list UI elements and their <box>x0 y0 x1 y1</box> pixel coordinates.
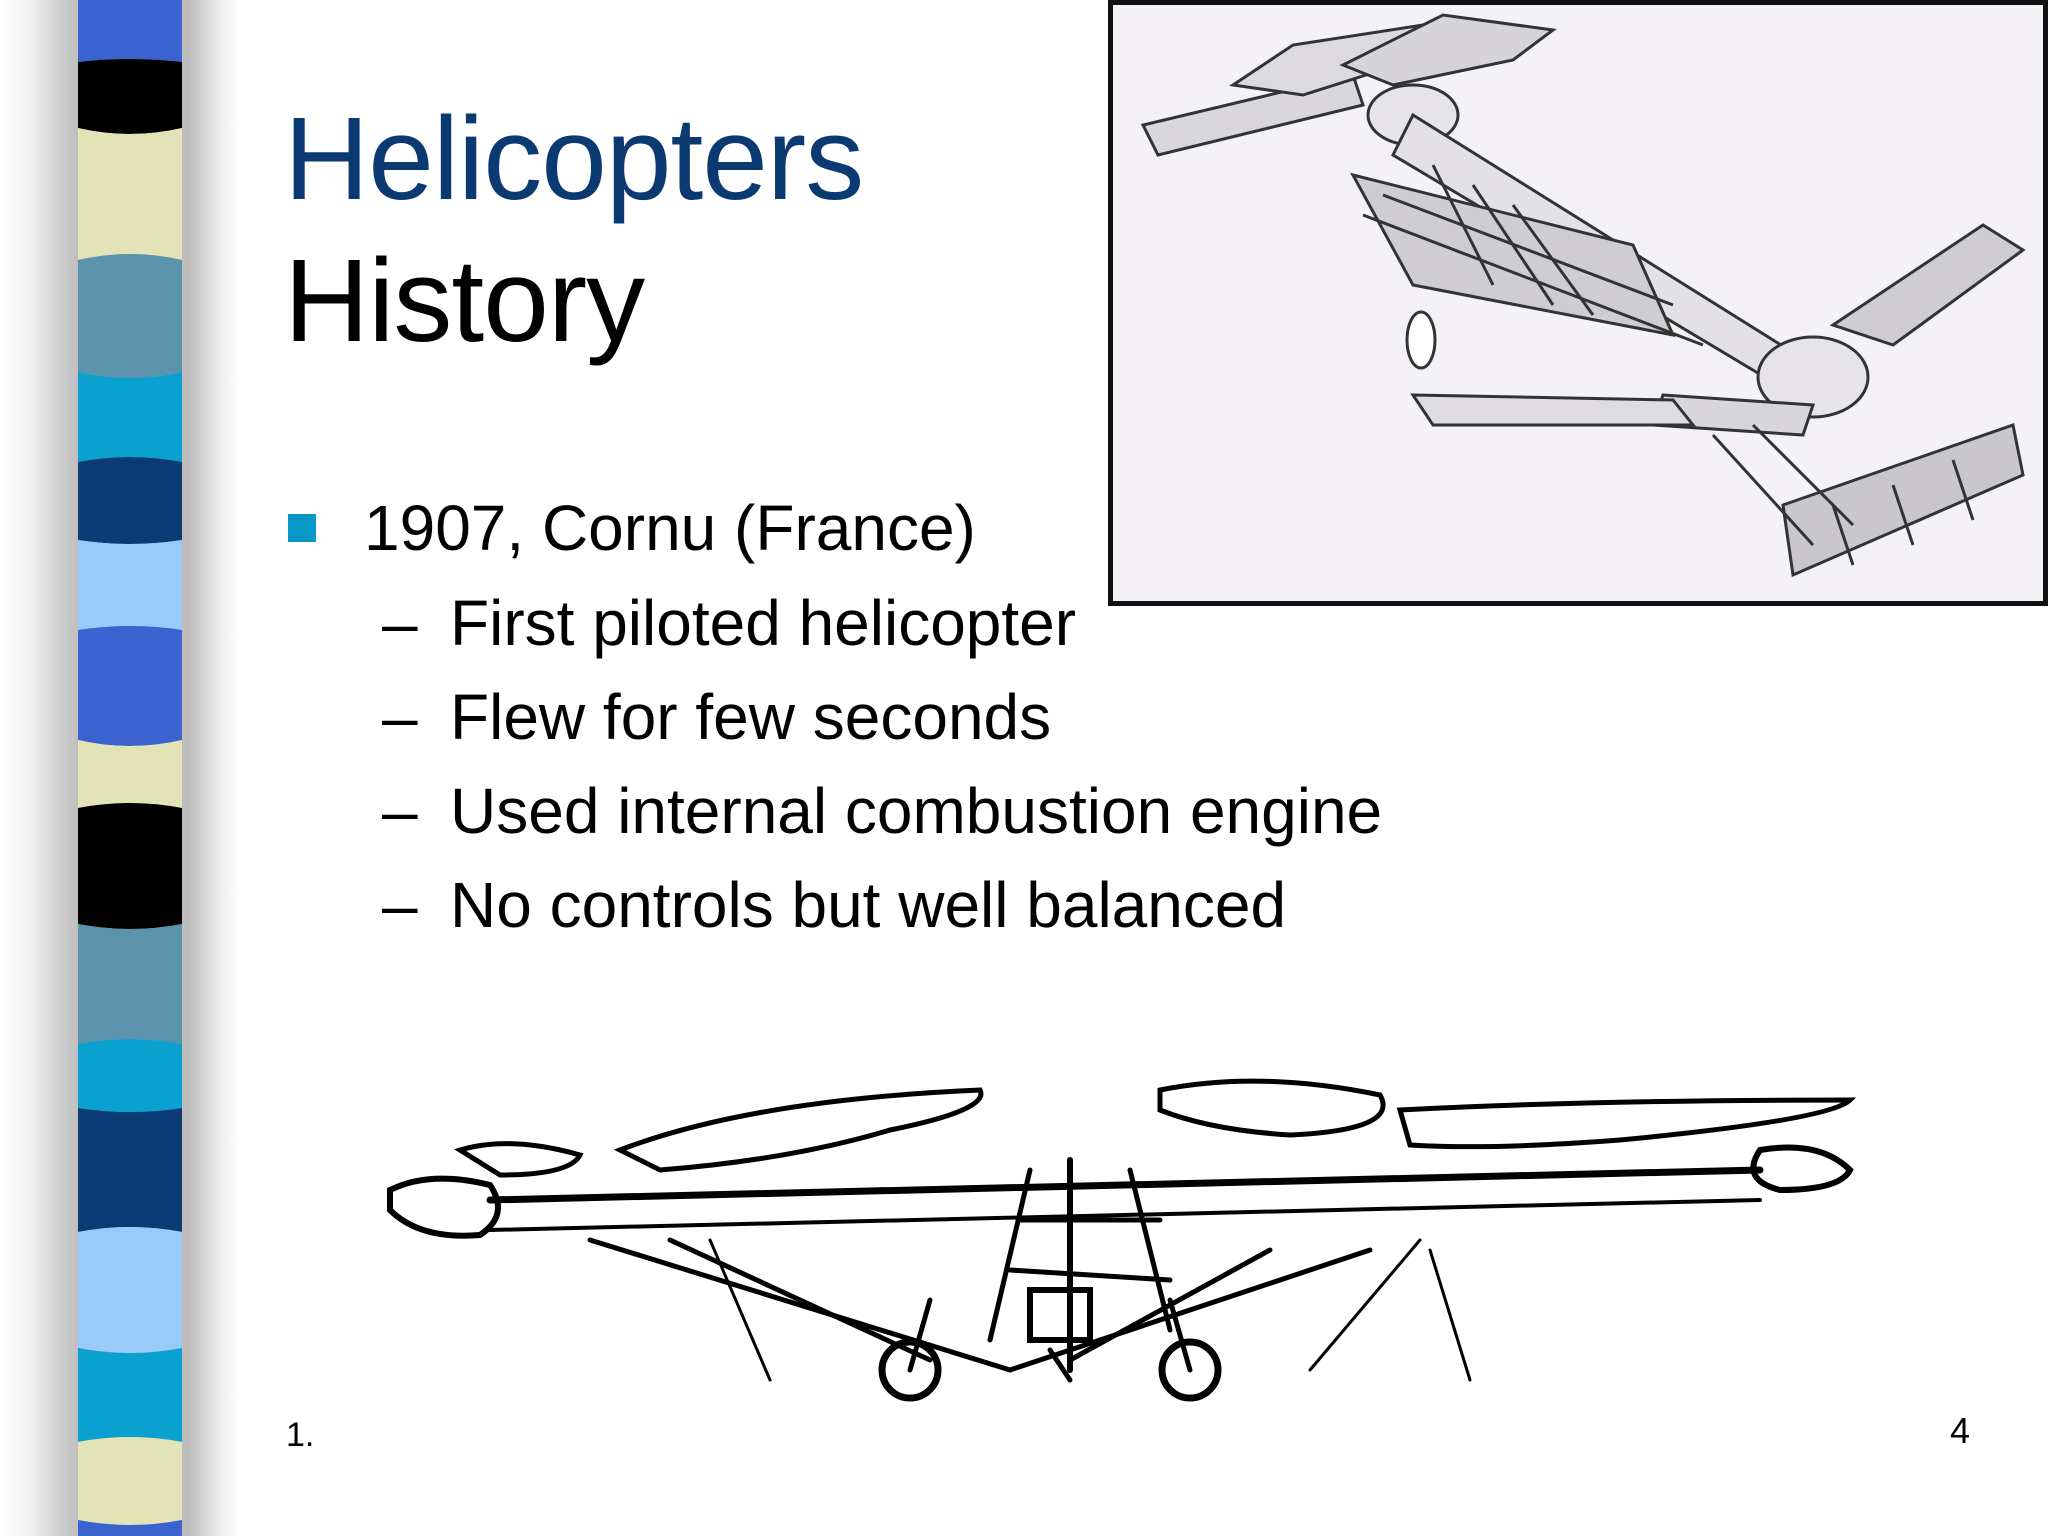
footer-label: 1. <box>286 1416 315 1454</box>
sub-bullet-text: Flew for few seconds <box>450 681 1052 753</box>
bullet-text: 1907, Cornu (France) <box>364 492 976 564</box>
dash-bullet-icon: – <box>382 775 418 847</box>
sub-bullet-text: First piloted helicopter <box>450 587 1077 659</box>
helicopter-top-view-drawing <box>1113 5 2043 601</box>
sub-bullet-item <box>284 670 1784 764</box>
page-number: 4 <box>1950 1410 1971 1451</box>
square-bullet-icon <box>288 514 316 542</box>
dash-bullet-icon: – <box>382 681 418 753</box>
title-line-history: History <box>284 235 645 367</box>
cornu-helicopter-side-sketch <box>370 1040 1860 1420</box>
cornu-helicopter-top-sketch <box>1108 0 2048 606</box>
sub-bullet-item <box>284 764 1784 858</box>
sub-bullet-text: Used internal combustion engine <box>450 775 1383 847</box>
title-line-helicopters: Helicopters <box>284 93 864 225</box>
sub-bullet-item <box>284 858 1784 952</box>
dash-bullet-icon: – <box>382 587 418 659</box>
decorative-striped-side-bar <box>0 0 240 1536</box>
slide-title <box>284 88 863 372</box>
sub-bullet-text: No controls but well balanced <box>450 869 1287 941</box>
dash-bullet-icon: – <box>382 869 418 941</box>
